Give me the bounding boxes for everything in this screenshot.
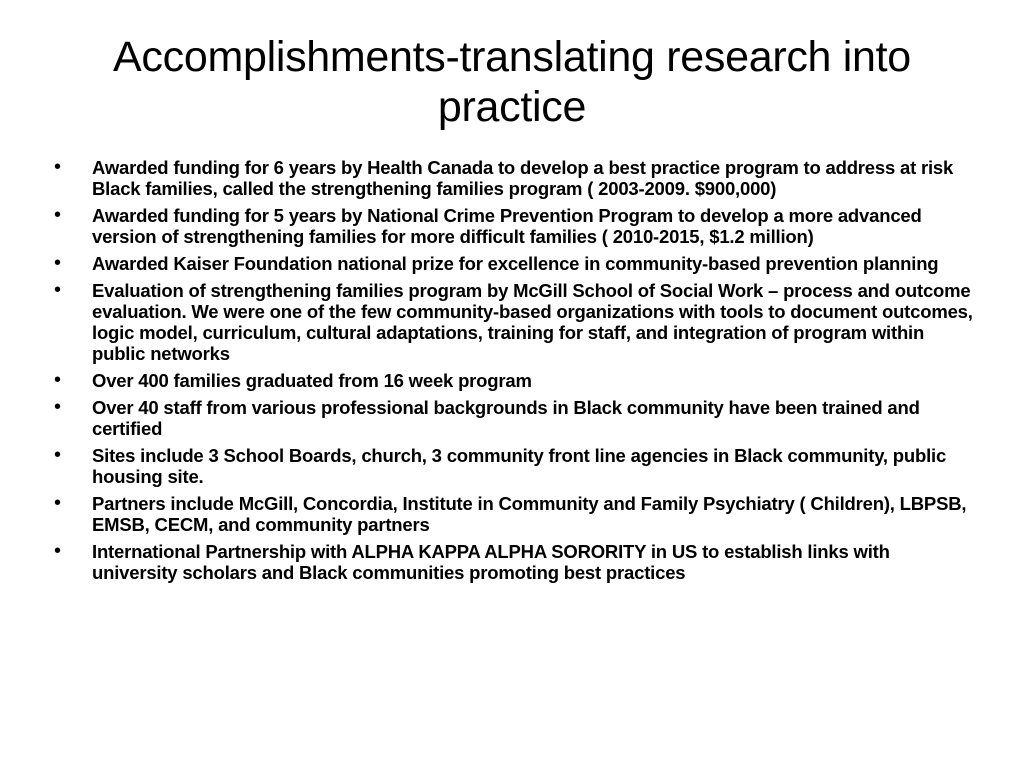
bullet-icon: •: [54, 204, 61, 226]
bullet-icon: •: [54, 492, 61, 514]
bullet-item: [54, 493, 974, 535]
bullet-item: [54, 157, 974, 199]
bullet-icon: •: [54, 444, 61, 466]
bullet-item: [54, 205, 974, 247]
bullet-text: Awarded Kaiser Foundation national prize for excellence in community-based prevention planning: [92, 253, 939, 274]
bullet-text: Over 400 families graduated from 16 week program: [92, 370, 532, 391]
bullet-text: International Partnership with ALPHA KAPPA ALPHA SORORITY in US to establish links with university scholars and Black communities promoting best practices: [92, 541, 890, 583]
bullet-text: Awarded funding for 5 years by National Crime Prevention Program to develop a more advanced version of strengthening families for more difficult families ( 2010-2015, $1.2 million): [92, 205, 922, 247]
bullet-icon: •: [54, 540, 61, 562]
bullet-icon: •: [54, 279, 61, 301]
bullet-item: [54, 541, 974, 583]
bullet-item: [54, 397, 974, 439]
bullet-icon: •: [54, 396, 61, 418]
bullet-text: Evaluation of strengthening families program by McGill School of Social Work – process and outcome evaluation. We were one of the few community-based organizations with tools to document outcomes, logic model, curriculum, cultural adaptations, training for staff, and integration of program within public networks: [92, 280, 973, 364]
bullet-text: Awarded funding for 6 years by Health Canada to develop a best practice program to address at risk Black families, called the strengthening families program ( 2003-2009. $900,000): [92, 157, 954, 199]
bullet-item: [54, 280, 974, 364]
bullet-icon: •: [54, 156, 61, 178]
bullet-item: [54, 370, 974, 391]
bullet-text: Over 40 staff from various professional backgrounds in Black community have been trained and certified: [92, 397, 920, 439]
bullet-text: Partners include McGill, Concordia, Institute in Community and Family Psychiatry ( Children), LBPSB, EMSB, CECM, and community partners: [92, 493, 967, 535]
slide-title: Accomplishments-translating research into practice: [113, 33, 911, 131]
bullet-icon: •: [54, 369, 61, 391]
bullet-icon: •: [54, 252, 61, 274]
bullet-item: [54, 253, 974, 274]
bullet-text: Sites include 3 School Boards, church, 3 community front line agencies in Black community, public housing site.: [92, 445, 947, 487]
bullet-list: [54, 157, 974, 589]
bullet-item: [54, 445, 974, 487]
